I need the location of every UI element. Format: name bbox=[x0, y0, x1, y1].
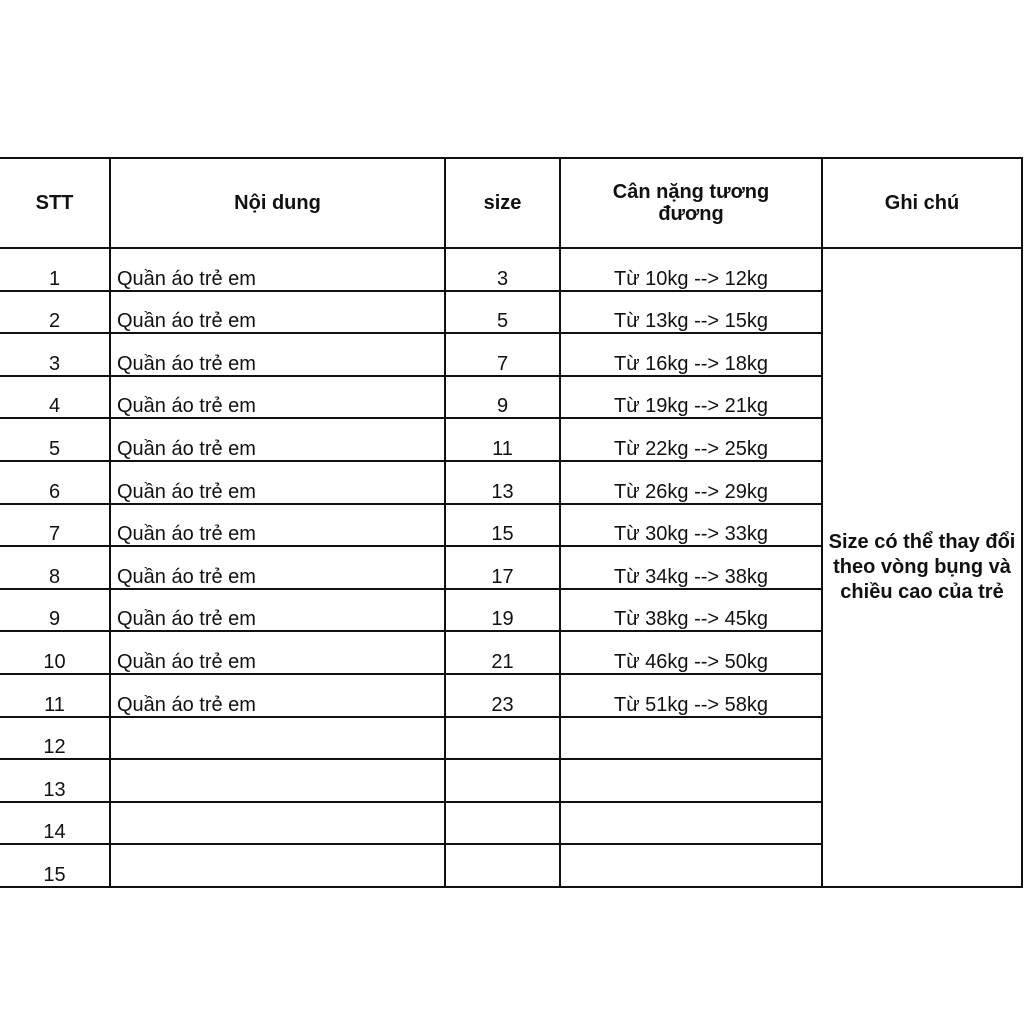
note-cell: Size có thể thay đổi theo vòng bụng và chiều cao của trẻ bbox=[822, 248, 1022, 887]
cell-weight: Từ 34kg --> 38kg bbox=[560, 546, 822, 589]
cell-stt: 5 bbox=[0, 418, 110, 461]
cell-weight bbox=[560, 717, 822, 760]
cell-content bbox=[110, 844, 445, 887]
cell-content bbox=[110, 759, 445, 802]
cell-weight bbox=[560, 802, 822, 845]
cell-content: Quần áo trẻ em bbox=[110, 376, 445, 419]
cell-size: 19 bbox=[445, 589, 560, 632]
cell-content: Quần áo trẻ em bbox=[110, 461, 445, 504]
cell-stt: 2 bbox=[0, 291, 110, 334]
cell-size bbox=[445, 802, 560, 845]
cell-stt: 13 bbox=[0, 759, 110, 802]
cell-stt: 6 bbox=[0, 461, 110, 504]
size-table bbox=[0, 157, 1023, 888]
cell-size: 17 bbox=[445, 546, 560, 589]
cell-stt: 1 bbox=[0, 248, 110, 291]
cell-stt: 10 bbox=[0, 631, 110, 674]
cell-size: 21 bbox=[445, 631, 560, 674]
cell-weight: Từ 22kg --> 25kg bbox=[560, 418, 822, 461]
cell-size: 15 bbox=[445, 504, 560, 547]
cell-content: Quần áo trẻ em bbox=[110, 631, 445, 674]
cell-size: 9 bbox=[445, 376, 560, 419]
cell-content bbox=[110, 717, 445, 760]
cell-stt: 7 bbox=[0, 504, 110, 547]
cell-stt: 14 bbox=[0, 802, 110, 845]
cell-size bbox=[445, 844, 560, 887]
cell-content: Quần áo trẻ em bbox=[110, 589, 445, 632]
cell-size: 7 bbox=[445, 333, 560, 376]
header-weight: Cân nặng tương đương bbox=[560, 158, 822, 248]
cell-size: 23 bbox=[445, 674, 560, 717]
cell-content: Quần áo trẻ em bbox=[110, 418, 445, 461]
cell-weight bbox=[560, 759, 822, 802]
cell-weight: Từ 30kg --> 33kg bbox=[560, 504, 822, 547]
cell-content: Quần áo trẻ em bbox=[110, 248, 445, 291]
header-row bbox=[0, 158, 1022, 248]
cell-stt: 4 bbox=[0, 376, 110, 419]
cell-weight: Từ 10kg --> 12kg bbox=[560, 248, 822, 291]
cell-weight: Từ 19kg --> 21kg bbox=[560, 376, 822, 419]
cell-content: Quần áo trẻ em bbox=[110, 504, 445, 547]
cell-weight: Từ 46kg --> 50kg bbox=[560, 631, 822, 674]
cell-stt: 8 bbox=[0, 546, 110, 589]
cell-weight: Từ 13kg --> 15kg bbox=[560, 291, 822, 334]
cell-stt: 11 bbox=[0, 674, 110, 717]
cell-size: 11 bbox=[445, 418, 560, 461]
cell-size: 3 bbox=[445, 248, 560, 291]
cell-stt: 9 bbox=[0, 589, 110, 632]
header-content: Nội dung bbox=[110, 158, 445, 248]
cell-weight: Từ 16kg --> 18kg bbox=[560, 333, 822, 376]
cell-stt: 12 bbox=[0, 717, 110, 760]
cell-weight: Từ 26kg --> 29kg bbox=[560, 461, 822, 504]
cell-weight bbox=[560, 844, 822, 887]
header-size: size bbox=[445, 158, 560, 248]
cell-weight: Từ 38kg --> 45kg bbox=[560, 589, 822, 632]
cell-size: 5 bbox=[445, 291, 560, 334]
cell-size bbox=[445, 717, 560, 760]
cell-content: Quần áo trẻ em bbox=[110, 674, 445, 717]
header-stt: STT bbox=[0, 158, 110, 248]
cell-size bbox=[445, 759, 560, 802]
table-row bbox=[0, 248, 1022, 291]
cell-content: Quần áo trẻ em bbox=[110, 291, 445, 334]
cell-stt: 3 bbox=[0, 333, 110, 376]
cell-weight: Từ 51kg --> 58kg bbox=[560, 674, 822, 717]
cell-content bbox=[110, 802, 445, 845]
cell-stt: 15 bbox=[0, 844, 110, 887]
cell-size: 13 bbox=[445, 461, 560, 504]
cell-content: Quần áo trẻ em bbox=[110, 333, 445, 376]
table-body bbox=[0, 248, 1022, 887]
header-note: Ghi chú bbox=[822, 158, 1022, 248]
cell-content: Quần áo trẻ em bbox=[110, 546, 445, 589]
